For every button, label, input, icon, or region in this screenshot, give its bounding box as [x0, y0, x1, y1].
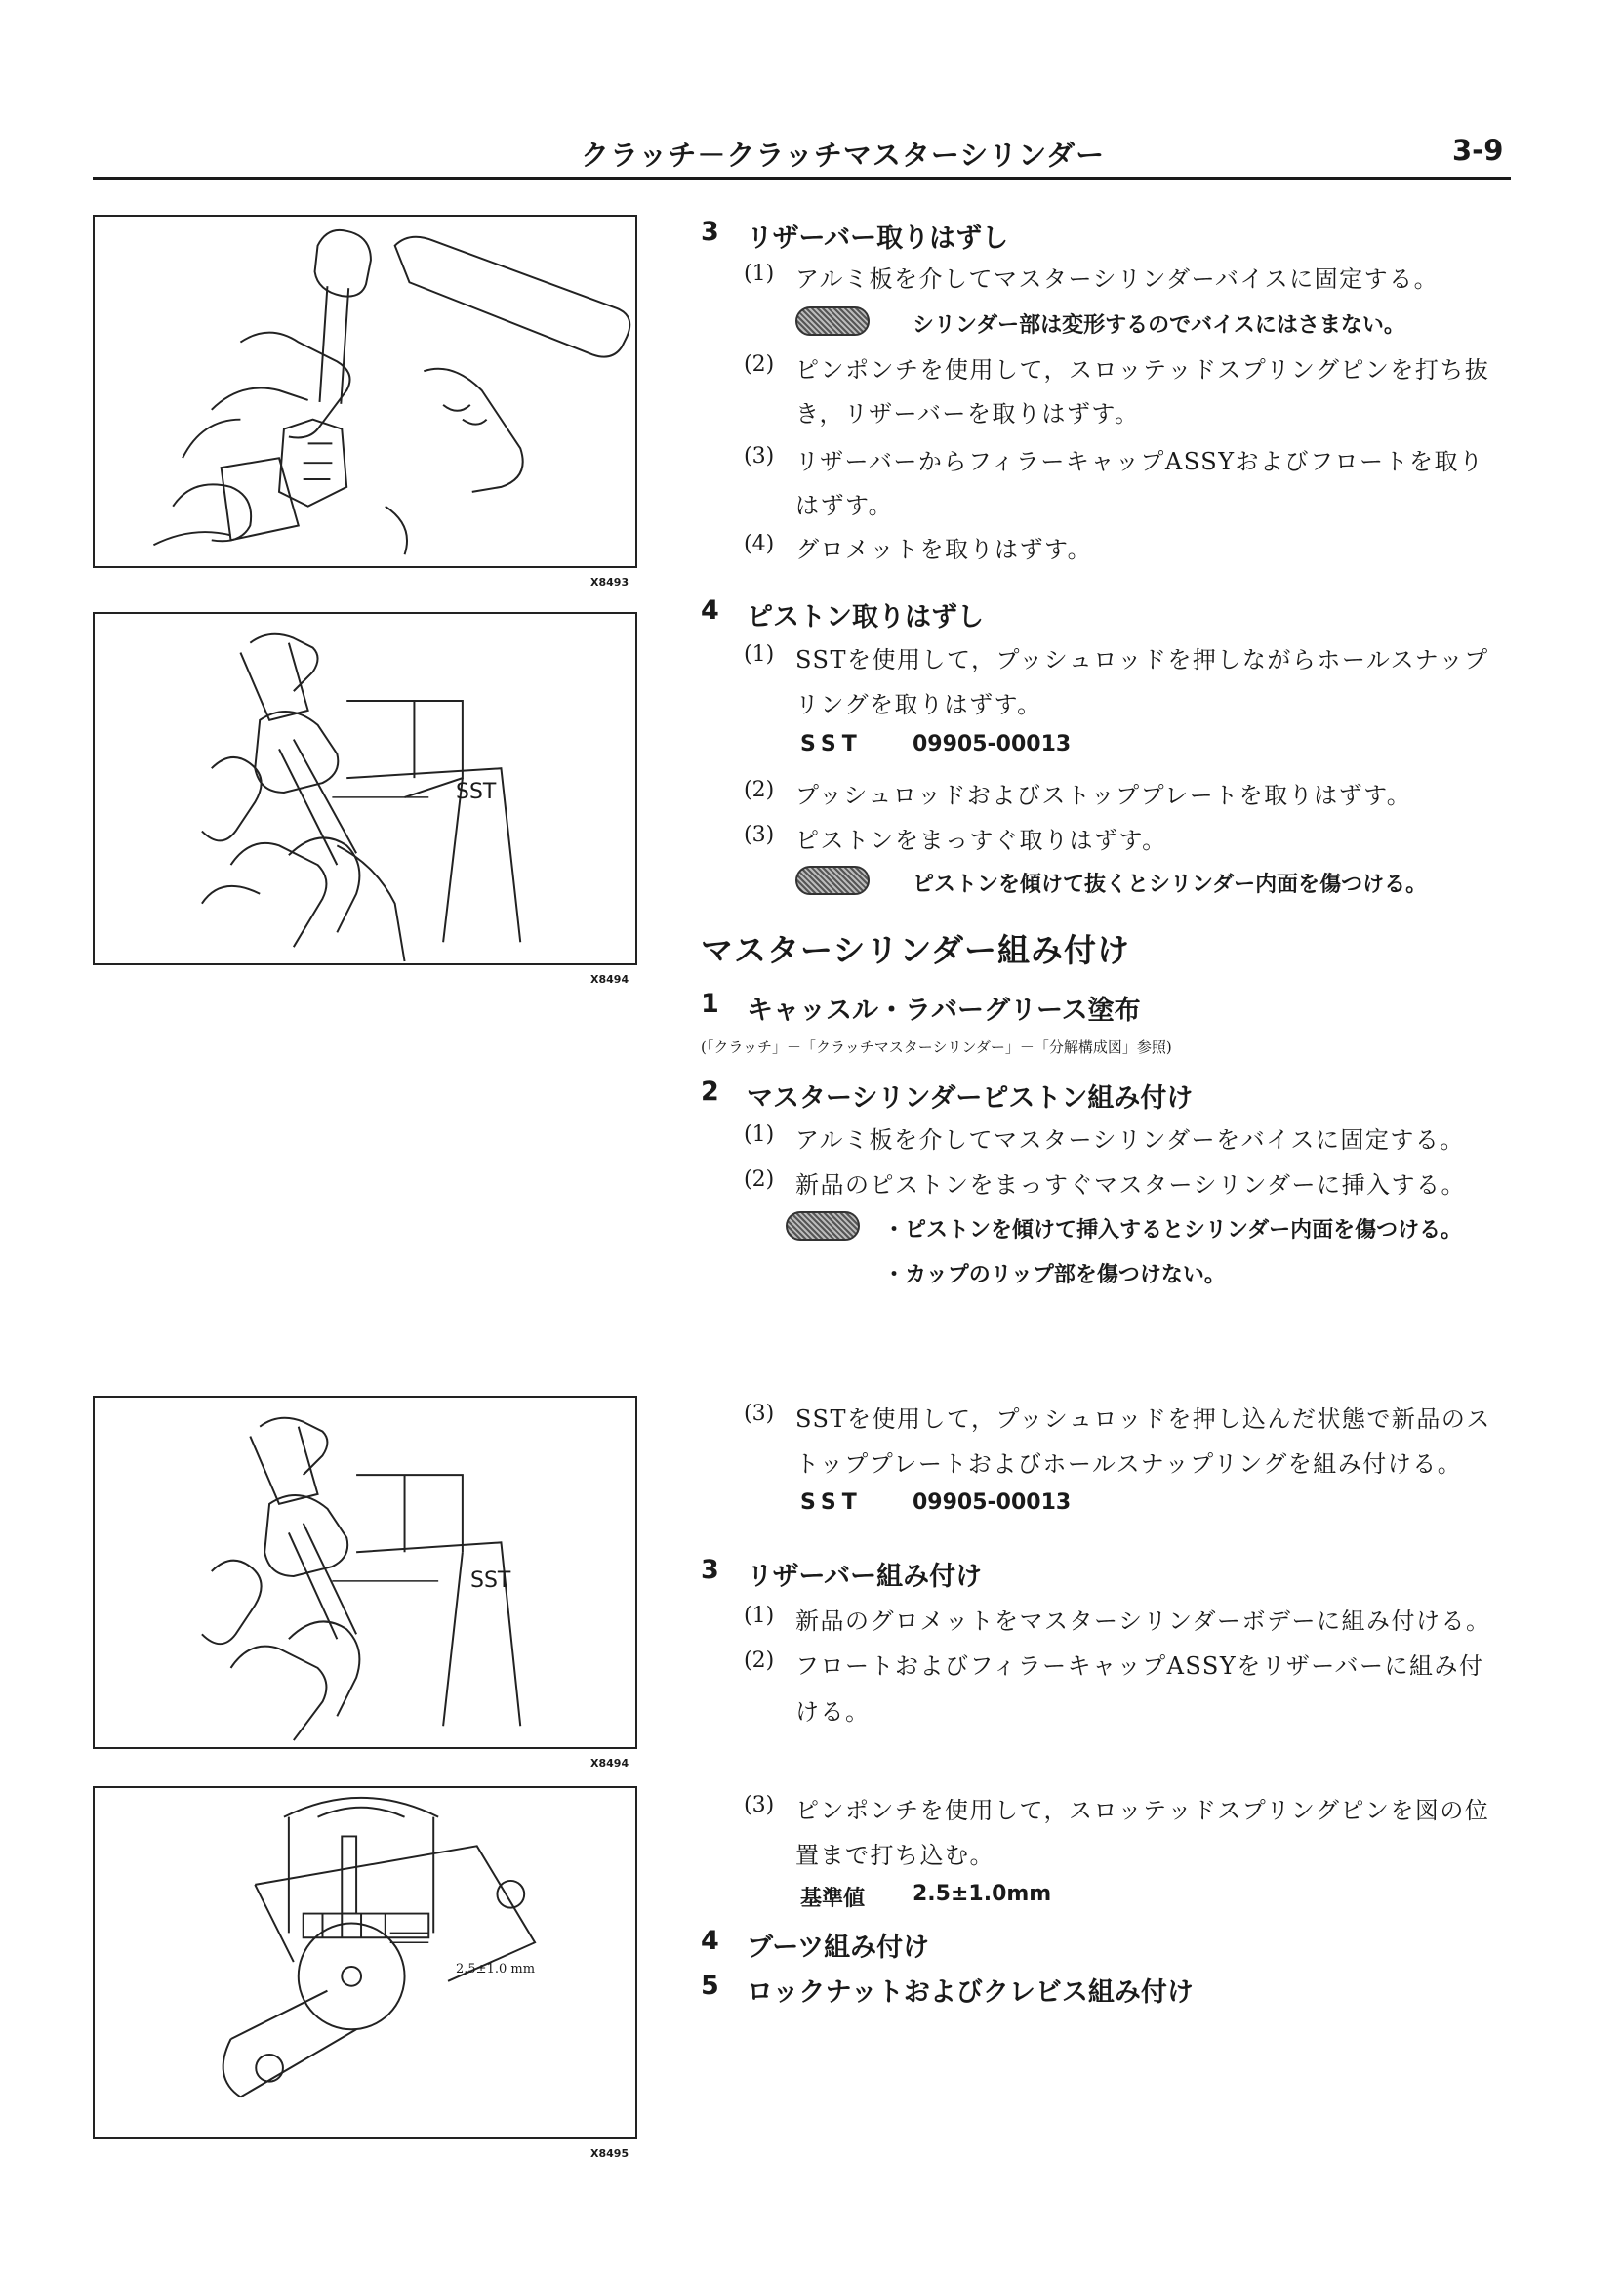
item-number: (2)	[744, 778, 775, 802]
caution-note: ピストンを傾けて抜くとシリンダー内面を傷つける。	[913, 873, 1428, 897]
figure-code: X8493	[590, 576, 629, 589]
item-text: ピンポンチを使用して，スロッテッドスプリングピンを打ち抜	[795, 356, 1490, 384]
item-text: ピンポンチを使用して，スロッテッドスプリングピンを図の位	[795, 1797, 1490, 1824]
item-text: ける。	[795, 1698, 871, 1726]
sst-code: 09905-00013	[913, 732, 1072, 756]
standard-value: 2.5±1.0mm	[913, 1882, 1052, 1906]
caution-badge-icon	[795, 866, 870, 895]
caution-note: シリンダー部は変形するのでバイスにはさまない。	[913, 313, 1405, 338]
item-text: SSTを使用して，プッシュロッドを押しながらホールスナップ	[795, 646, 1489, 673]
page-header-title: クラッチ－クラッチマスターシリンダー	[581, 139, 1106, 172]
caution-badge-icon	[786, 1211, 860, 1241]
item-text: 新品のグロメットをマスターシリンダーボデーに組み付ける。	[795, 1608, 1491, 1635]
item-number: (1)	[744, 1122, 775, 1147]
item-number: (2)	[744, 352, 775, 377]
figure-label-sst: SST	[470, 1568, 511, 1593]
item-number: (1)	[744, 1604, 775, 1628]
item-text: き，リザーバーを取りはずす。	[795, 400, 1140, 428]
item-text: はずす。	[795, 492, 894, 519]
section-title: マスターシリンダーピストン組み付け	[747, 1083, 1194, 1114]
item-number: (3)	[744, 444, 775, 468]
figure-code: X8494	[590, 1757, 629, 1770]
item-text: グロメットを取りはずす。	[795, 536, 1093, 563]
section-title: ブーツ組み付け	[747, 1933, 930, 1963]
page-number: 3-9	[1452, 134, 1504, 167]
sst-code: 09905-00013	[913, 1490, 1072, 1515]
section-number: 5	[701, 1971, 719, 2001]
caution-note: ・カップのリップ部を傷つけない。	[883, 1263, 1226, 1287]
item-text: プッシュロッドおよびストッププレートを取りはずす。	[795, 782, 1412, 809]
section-title: ロックナットおよびクレビス組み付け	[747, 1977, 1194, 2008]
section-number: 4	[701, 1926, 719, 1956]
item-number: (2)	[744, 1649, 775, 1673]
sst-label: SST	[800, 732, 863, 756]
item-number: (3)	[744, 823, 775, 847]
sst-label: SST	[800, 1490, 863, 1515]
item-number: (1)	[744, 642, 775, 667]
section-title: キャッスル・ラバーグリース塗布	[747, 996, 1141, 1026]
item-number: (1)	[744, 262, 775, 286]
item-text: リザーバーからフィラーキャップASSYおよびフロートを取り	[795, 448, 1484, 475]
section-title: リザーバー組み付け	[747, 1562, 983, 1592]
header-rule	[93, 177, 1511, 180]
item-text: 新品のピストンをまっすぐマスターシリンダーに挿入する。	[795, 1171, 1467, 1199]
section-heading: マスターシリンダー組み付け	[701, 931, 1131, 969]
figure-dimension-label: 2.5±1.0 mm	[456, 1962, 536, 1976]
item-text: リングを取りはずす。	[795, 691, 1042, 718]
item-text: SSTを使用して，プッシュロッドを押し込んだ状態で新品のス	[795, 1405, 1491, 1433]
figure-code: X8494	[590, 973, 629, 986]
item-number: (3)	[744, 1793, 775, 1817]
standard-value-label: 基準値	[800, 1887, 866, 1911]
figure-code: X8495	[590, 2147, 629, 2160]
item-text: トッププレートおよびホールスナップリングを組み付ける。	[795, 1450, 1463, 1478]
section-number: 4	[701, 595, 719, 626]
figure-pin-position	[93, 1786, 637, 2139]
figure-label-sst: SST	[456, 780, 497, 804]
figure-piston-assembly	[93, 1396, 637, 1749]
caution-badge-icon	[795, 306, 870, 336]
section-number: 1	[701, 989, 719, 1019]
section-number: 3	[701, 217, 719, 247]
section-title: リザーバー取りはずし	[747, 224, 1009, 254]
caution-note: ・ピストンを傾けて挿入するとシリンダー内面を傷つける。	[883, 1218, 1463, 1242]
item-number: (4)	[744, 532, 775, 556]
item-text: ピストンをまっすぐ取りはずす。	[795, 827, 1167, 854]
item-text: アルミ板を介してマスターシリンダーバイスに固定する。	[795, 265, 1440, 293]
figure-reservoir-removal	[93, 215, 637, 568]
section-number: 3	[701, 1555, 719, 1585]
reference-note: (「クラッチ」－「クラッチマスターシリンダー」－「分解構成図」参照)	[701, 1038, 1172, 1056]
item-text: フロートおよびフィラーキャップASSYをリザーバーに組み付	[795, 1652, 1484, 1680]
section-number: 2	[701, 1077, 719, 1107]
figure-piston-removal	[93, 612, 637, 965]
item-number: (2)	[744, 1167, 775, 1192]
item-number: (3)	[744, 1402, 775, 1426]
item-text: アルミ板を介してマスターシリンダーをバイスに固定する。	[795, 1126, 1465, 1154]
item-text: 置まで打ち込む。	[795, 1842, 995, 1869]
section-title: ピストン取りはずし	[747, 602, 984, 632]
